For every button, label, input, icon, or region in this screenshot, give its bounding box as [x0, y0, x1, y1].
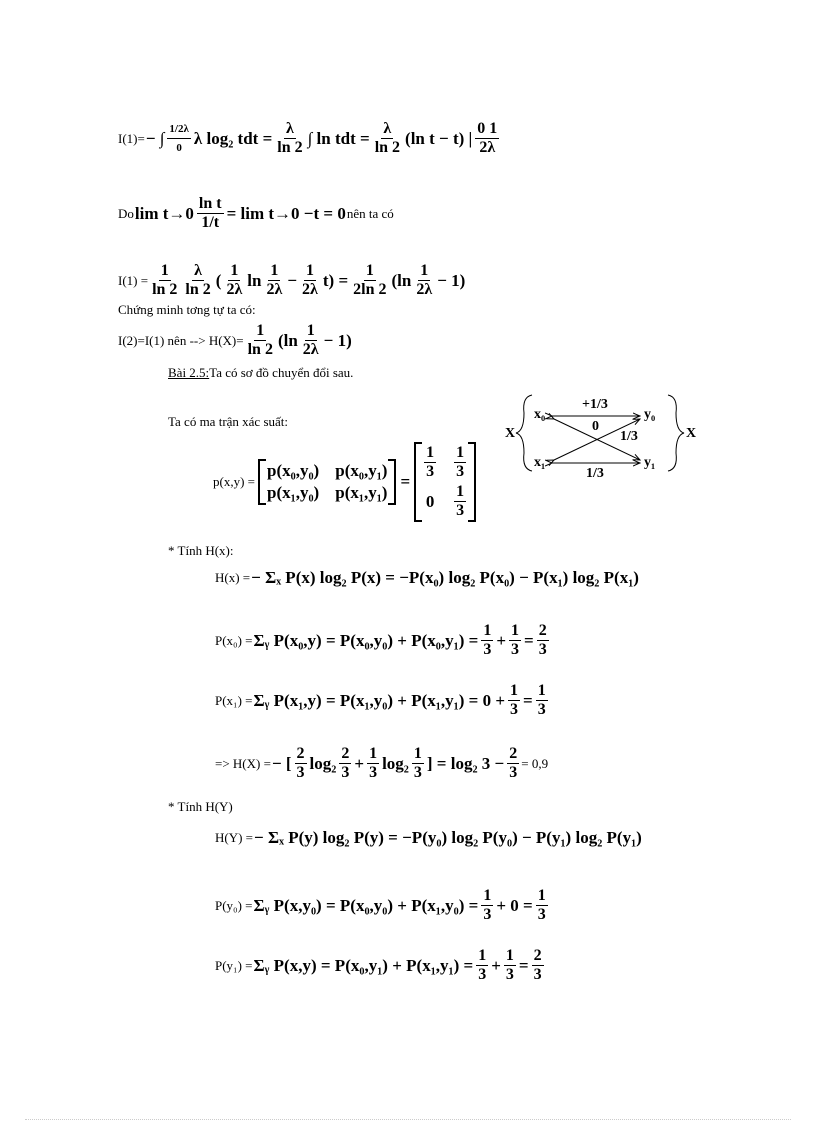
- math-expression: Σᵧ P(x,y) = P(x₀,y₁) + P(x₁,y₁) =: [253, 955, 474, 975]
- diagram-left-label: X: [505, 426, 516, 441]
- numerator: 1: [511, 622, 520, 639]
- math-expression: − 1): [437, 270, 466, 290]
- math-expression: ∫ ln tdt =: [307, 128, 370, 148]
- fraction: [412, 745, 424, 782]
- line-chung-minh: [118, 302, 256, 318]
- denominator: ln 2: [152, 281, 178, 298]
- denominator: 3: [511, 641, 520, 658]
- fraction: [509, 622, 521, 659]
- math-expression: − 1): [323, 330, 352, 350]
- numerator: 1: [537, 887, 546, 904]
- denominator: ln 2: [247, 341, 273, 358]
- matrix-entry: p(x₀,y₁): [335, 461, 388, 480]
- math-expression: =: [518, 955, 529, 975]
- numerator: ln t: [198, 195, 222, 212]
- denominator: 0: [176, 142, 182, 154]
- matrix-equals: =: [400, 472, 411, 491]
- denominator: 3: [426, 463, 435, 480]
- line-ta-co-ma-tran: [168, 414, 288, 430]
- text: => H(X) =: [215, 755, 271, 771]
- fraction: [475, 120, 499, 157]
- line-bai-25: [168, 365, 353, 381]
- numeric-matrix: [414, 442, 476, 522]
- denominator: 2λ: [479, 139, 496, 156]
- matrix-entry: 0: [425, 491, 435, 511]
- numerator: 2: [341, 745, 350, 762]
- fraction: [150, 262, 179, 299]
- denominator: ln 2: [374, 139, 401, 156]
- numerator: 1: [456, 444, 465, 461]
- fraction: [300, 262, 320, 299]
- text: H(x) =: [215, 570, 251, 585]
- numerator: 1: [510, 682, 519, 699]
- math-expression: (: [215, 270, 222, 290]
- numerator: 1/2λ: [167, 120, 190, 139]
- numerator: 2: [296, 745, 305, 762]
- fraction: [424, 444, 436, 481]
- denominator: 3: [538, 641, 547, 658]
- math-expression: Σᵧ P(x,y₀) = P(x₀,y₀) + P(x₁,y₀) =: [253, 895, 479, 915]
- fraction: [373, 120, 402, 157]
- math-expression: − Σₓ P(x) log₂ P(x) = −P(x₀) log₂ P(x₀) − P(x₁) log₂ P(x₁): [251, 568, 639, 587]
- text: P(x₁) =: [215, 692, 253, 708]
- line-i1-result: [118, 262, 466, 299]
- numerator: 2: [533, 947, 542, 964]
- denominator: 3: [341, 764, 350, 781]
- line-tinh-hy: [168, 799, 233, 815]
- edge-bottom-label: 1/3: [586, 466, 604, 481]
- text: P(y₀) =: [215, 897, 253, 913]
- text: * Tính H(Y): [168, 799, 233, 814]
- text: Ta có ma trận xác suất:: [168, 414, 289, 429]
- denominator: 3: [296, 764, 305, 781]
- denominator: ln 2: [185, 281, 211, 298]
- probability-matrix: [213, 442, 479, 522]
- denominator: 3: [478, 966, 487, 983]
- numerator: 1: [230, 262, 239, 279]
- denominator: 2λ: [302, 341, 319, 358]
- line-do-limit: [118, 195, 394, 232]
- matrix-entry: p(x₁,y₀): [267, 483, 320, 502]
- fraction: [264, 262, 284, 299]
- matrix-label: p(x,y) =: [213, 474, 255, 489]
- fraction: [295, 745, 307, 782]
- numerator: λ: [383, 120, 392, 137]
- math-expression: +: [496, 630, 507, 650]
- line-px0: [215, 622, 551, 659]
- math-expression: + 0 =: [496, 895, 533, 915]
- numerator: 1: [478, 947, 487, 964]
- denominator: 3: [537, 906, 546, 923]
- line-py0: [215, 887, 550, 924]
- text: P(x₀) =: [215, 632, 253, 648]
- denominator: 2ln 2: [353, 281, 387, 298]
- math-expression: ] = log₂ 3 −: [426, 753, 505, 773]
- fraction: [367, 745, 379, 782]
- math-expression: (ln: [391, 270, 412, 290]
- denominator: 3: [533, 966, 542, 983]
- numerator: 1: [160, 262, 169, 279]
- edge-cross-right-label: 1/3: [620, 429, 638, 444]
- fraction: [481, 622, 493, 659]
- denominator: 3: [483, 906, 492, 923]
- numerator: 0 1: [477, 120, 498, 137]
- text: H(Y) =: [215, 830, 254, 845]
- transition-diagram: [500, 393, 700, 483]
- denominator: 3: [413, 764, 422, 781]
- page-bottom-rule: [25, 1119, 791, 1120]
- math-expression: +: [491, 955, 501, 975]
- fraction: [246, 322, 275, 359]
- math-expression: Σᵧ P(x₀,y) = P(x₀,y₀) + P(x₀,y₁) =: [253, 630, 479, 650]
- text: Ta có sơ đồ chuyển đổi sau.: [209, 365, 354, 380]
- text: I(2)=I(1) nên --> H(X)=: [118, 332, 244, 348]
- denominator: 2λ: [266, 281, 283, 298]
- numerator: 1: [505, 947, 514, 964]
- node-x0: x₀: [534, 407, 546, 422]
- numerator: λ: [286, 120, 294, 137]
- fraction: [197, 195, 224, 232]
- node-y1: y₁: [644, 455, 656, 470]
- fraction: [167, 120, 190, 157]
- text: I(1) =: [118, 272, 149, 288]
- text: * Tính H(x):: [168, 543, 234, 558]
- fraction: [454, 444, 466, 481]
- denominator: 3: [369, 764, 378, 781]
- fraction: [532, 947, 544, 984]
- numerator: 1: [270, 262, 279, 279]
- line-i2-hx: [118, 322, 353, 359]
- numerator: 2: [509, 745, 518, 762]
- numerator: 1: [537, 682, 546, 699]
- fraction: [476, 947, 488, 984]
- line-hX-result: [215, 745, 548, 782]
- fraction: [481, 887, 493, 924]
- math-expression: − [: [271, 753, 292, 773]
- denominator: 2λ: [226, 281, 243, 298]
- line-hx-eq: [215, 568, 640, 588]
- math-expression: (ln t − t) |: [405, 128, 473, 148]
- math-expression: t) =: [322, 270, 349, 290]
- node-y0: y₀: [644, 407, 656, 422]
- denominator: 3: [483, 641, 492, 658]
- numerator: 1: [305, 262, 314, 279]
- diagram-right-label: X: [686, 426, 697, 441]
- text: Chứng minh tơng tự ta có:: [118, 302, 256, 317]
- math-expression: Σᵧ P(x₁,y) = P(x₁,y₀) + P(x₁,y₁) = 0 +: [253, 690, 506, 710]
- text: P(y₁) =: [215, 957, 253, 973]
- math-expression: log₂: [382, 753, 409, 773]
- numerator: λ: [194, 262, 203, 279]
- numerator: 1: [456, 483, 465, 500]
- math-expression: − Σₓ P(y) log₂ P(y) = −P(y₀) log₂ P(y₀) − P(y₁) log₂ P(y₁): [254, 828, 642, 847]
- numerator: 1: [483, 622, 492, 639]
- matrix-entry: p(x₀,y₀): [267, 461, 320, 480]
- math-expression: − ∫: [145, 128, 165, 148]
- text: Do: [118, 205, 134, 221]
- denominator: 3: [456, 502, 465, 519]
- matrix-entry: p(x₁,y₁): [335, 483, 388, 502]
- line-py1: [215, 947, 546, 984]
- fraction: [301, 322, 321, 359]
- numerator: 1: [365, 262, 374, 279]
- fraction: [183, 262, 212, 299]
- denominator: 2λ: [416, 281, 433, 298]
- fraction: [504, 947, 516, 984]
- numerator: 1: [426, 444, 435, 461]
- math-expression: =: [523, 690, 533, 710]
- denominator: 3: [505, 966, 514, 983]
- denominator: 3: [509, 764, 518, 781]
- text: = 0,9: [521, 755, 549, 771]
- fraction: [537, 622, 549, 659]
- numerator: 1: [420, 262, 429, 279]
- math-expression: −: [287, 270, 298, 290]
- text: I(1)=: [118, 130, 145, 146]
- fraction: [224, 262, 244, 299]
- math-expression: =: [524, 630, 534, 650]
- numerator: 1: [413, 745, 422, 762]
- denominator: 3: [537, 701, 546, 718]
- math-expression: (ln: [277, 330, 298, 350]
- numerator: 1: [256, 322, 265, 339]
- numerator: 1: [483, 887, 492, 904]
- math-expression: +: [354, 753, 365, 773]
- numerator: 1: [369, 745, 378, 762]
- edge-cross-top-label: 0: [592, 419, 599, 434]
- math-expression: λ log₂ tdt =: [193, 128, 273, 148]
- numerator: 1: [306, 322, 315, 339]
- line-tinh-hx: [168, 543, 233, 559]
- denominator: 3: [510, 701, 519, 718]
- math-expression: ln: [247, 270, 262, 290]
- fraction: [275, 120, 304, 157]
- denominator: 1/t: [201, 214, 220, 231]
- fraction: [339, 745, 351, 782]
- fraction: [507, 745, 519, 782]
- denominator: ln 2: [277, 139, 303, 156]
- math-expression: = lim t→0 −t = 0: [226, 203, 346, 223]
- fraction: [414, 262, 434, 299]
- denominator: 3: [456, 463, 465, 480]
- fraction: [508, 682, 520, 719]
- symbolic-matrix: [258, 459, 396, 505]
- line-i1-integral: [118, 120, 501, 157]
- math-expression: log₂: [309, 753, 337, 773]
- fraction: [536, 887, 548, 924]
- fraction: [454, 483, 466, 520]
- line-px1: [215, 682, 550, 719]
- line-hy-eq: [215, 828, 643, 848]
- denominator: 2λ: [302, 281, 318, 298]
- edge-top-label: +1/3: [582, 397, 608, 412]
- math-expression: lim t→0: [134, 203, 194, 223]
- node-x1: x₁: [534, 455, 546, 470]
- fraction: [351, 262, 388, 299]
- numerator: 2: [538, 622, 547, 639]
- fraction: [536, 682, 548, 719]
- text: nên ta có: [346, 205, 394, 221]
- section-heading: Bài 2.5:: [168, 365, 210, 380]
